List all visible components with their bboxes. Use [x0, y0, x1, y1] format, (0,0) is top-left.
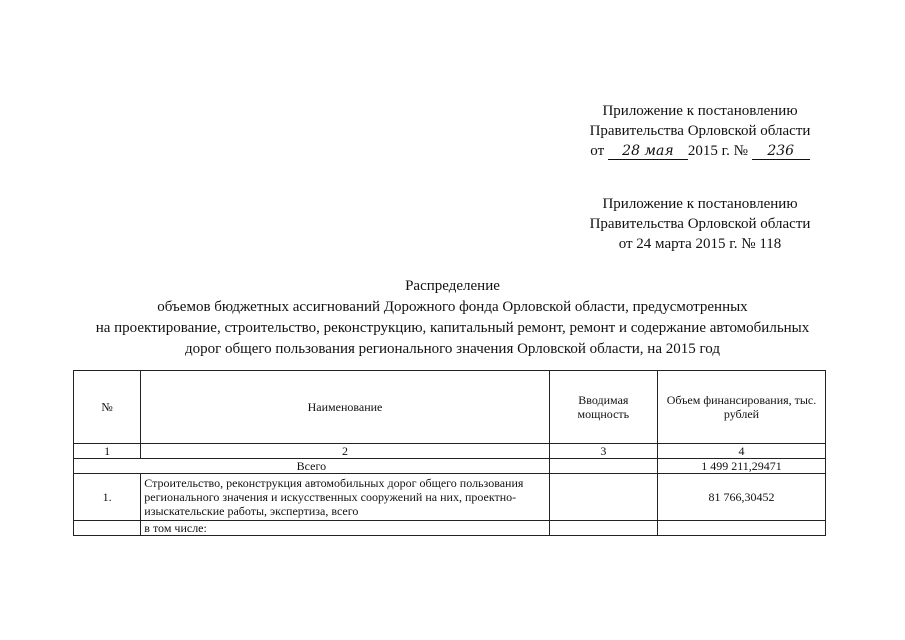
appendix-previous — [560, 194, 840, 254]
table-row — [74, 521, 826, 536]
date-prefix: от — [590, 143, 605, 159]
title-line1: Распределение — [405, 278, 500, 294]
row-volume — [658, 521, 826, 536]
row-name: в том числе: — [141, 521, 549, 536]
appendix-current-date-line — [560, 141, 840, 161]
appendix-current — [560, 101, 840, 161]
column-number: 4 — [658, 444, 826, 459]
table-row — [74, 474, 826, 521]
row-capacity — [549, 521, 657, 536]
row-num: 1. — [74, 474, 141, 521]
total-volume: 1 499 211,29471 — [658, 459, 826, 474]
title-line4: дорог общего пользования регионального значения Орловской области, на 2015 год — [185, 341, 720, 357]
handwritten-date: 28 мая — [608, 143, 688, 160]
header-num: № — [74, 371, 141, 444]
header-capacity: Вводимая мощность — [549, 371, 657, 444]
row-volume: 81 766,30452 — [658, 474, 826, 521]
header-name: Наименование — [141, 371, 549, 444]
total-label: Всего — [74, 459, 550, 474]
column-number: 2 — [141, 444, 549, 459]
table-header-row — [74, 371, 826, 444]
document-title — [60, 276, 845, 360]
appendix-previous-line3: от 24 марта 2015 г. № 118 — [618, 236, 782, 252]
total-row — [74, 459, 826, 474]
column-number: 3 — [549, 444, 657, 459]
column-number: 1 — [74, 444, 141, 459]
row-name: Строительство, реконструкция автомобильных дорог общего пользования регионального значения и искусственных сооружений на них, проектно-изыскательские работы, экспертиза, всего — [141, 474, 549, 521]
appendix-current-line2: Правительства Орловской области — [589, 123, 811, 139]
column-number-row — [74, 444, 826, 459]
handwritten-number: 236 — [752, 143, 810, 160]
appendix-previous-line1: Приложение к постановлению — [602, 196, 798, 212]
row-num — [74, 521, 141, 536]
title-line3: на проектирование, строительство, реконструкцию, капитальный ремонт, ремонт и содержание автомобильных — [95, 320, 810, 336]
total-capacity — [549, 459, 657, 474]
appendix-current-line1: Приложение к постановлению — [602, 103, 798, 119]
funding-table — [73, 370, 826, 536]
header-volume: Объем финансирования, тыс. рублей — [658, 371, 826, 444]
appendix-previous-line2: Правительства Орловской области — [589, 216, 811, 232]
title-line2: объемов бюджетных ассигнований Дорожного фонда Орловской области, предусмотренных — [157, 299, 748, 315]
row-capacity — [549, 474, 657, 521]
date-suffix: 2015 г. № — [687, 143, 748, 159]
